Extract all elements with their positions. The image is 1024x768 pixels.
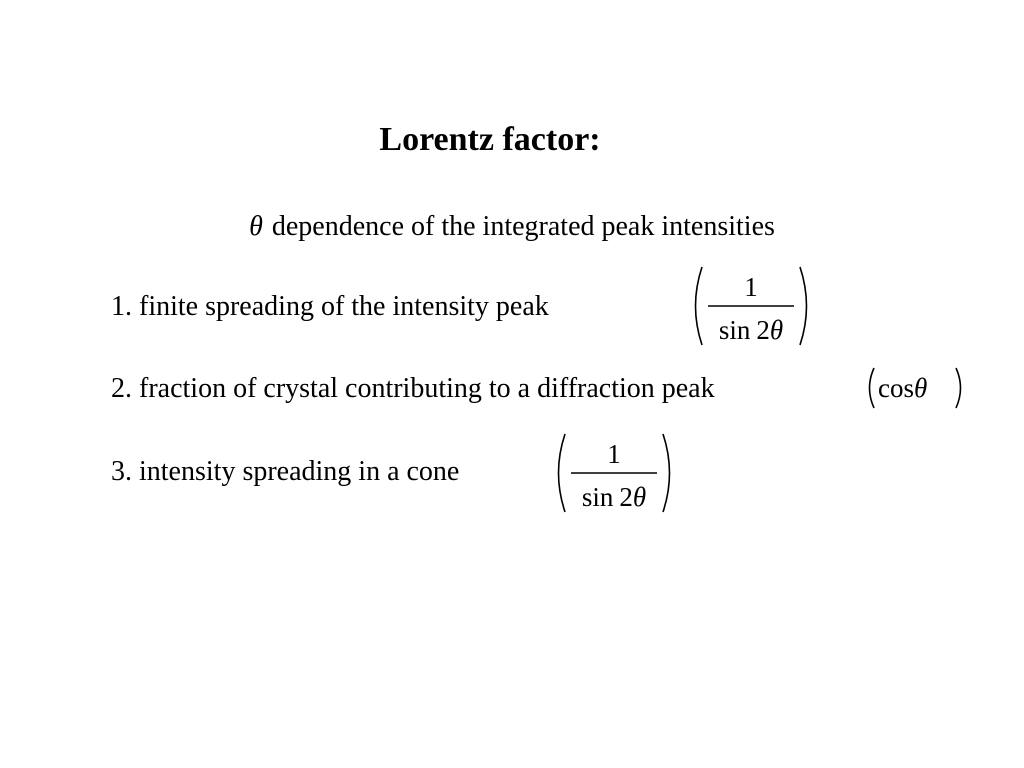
left-paren — [696, 267, 703, 345]
subtitle-text: dependence of the integrated peak intensities — [271, 211, 775, 242]
right-paren — [956, 368, 961, 408]
fraction-numerator: 1 — [607, 439, 621, 469]
fraction-denominator: sin 2θ — [581, 482, 647, 512]
formula-1-over-sin-2theta — [688, 263, 814, 349]
list-item-1: 1. finite spreading of the intensity peak — [111, 291, 549, 322]
formula-cos-theta — [864, 364, 974, 412]
left-paren — [559, 434, 566, 512]
formula-1-over-sin-2theta — [551, 430, 677, 516]
right-paren — [800, 267, 807, 345]
cos-expression: cosθ — [878, 373, 928, 403]
list-item-2: 2. fraction of crystal contributing to a diffraction peak — [111, 373, 715, 404]
fraction-denominator: sin 2θ — [718, 315, 784, 345]
left-paren — [870, 368, 875, 408]
theta-symbol: θ — [249, 211, 263, 242]
list-item-3: 3. intensity spreading in a cone — [111, 456, 460, 487]
fraction-numerator: 1 — [744, 272, 758, 302]
right-paren — [663, 434, 670, 512]
subtitle — [0, 209, 1024, 245]
slide-title: Lorentz factor: — [379, 121, 601, 158]
